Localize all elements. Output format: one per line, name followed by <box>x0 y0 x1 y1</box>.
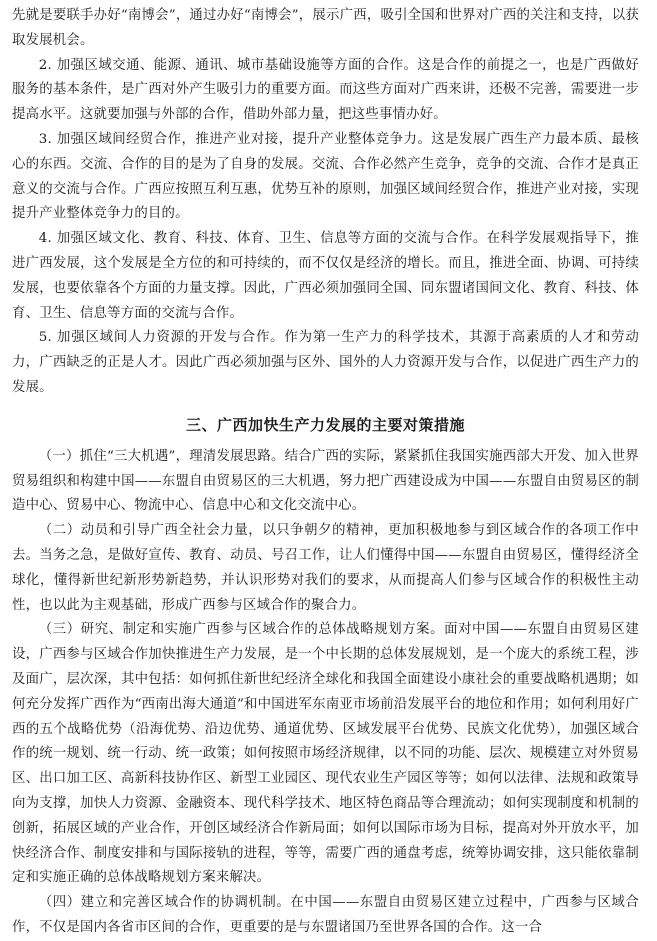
paragraph-item-5: 5. 加强区域间人力资源的开发与合作。作为第一生产力的科学技术，其源于高素质的人才和劳动力，广西缺乏的正是人才。因此广西必须加强与区外、国外的人力资源开发与合作，以促进广西生产力的发展。 <box>12 330 639 395</box>
paragraph-measure-1: （一）抓住“三大机遇”，理清发展思路。结合广西的实际，紧紧抓住我国实施西部大开发、加入世界贸易组织和构建中国——东盟自由贸易区的三大机遇，努力把广西建设成为中国——东盟自由贸易区的制造中心、贸易中心、物流中心、信息中心和文化交流中心。 <box>12 448 639 514</box>
paragraph-item-3: 3. 加强区域间经贸合作，推进产业对接，提升产业整体竞争力。这是发展广西生产力最本质、最核心的东西。交流、合作的目的是为了自身的发展。交流、合作必然产生竞争，竞争的交流、合作才是真正意义的交流与合作。广西应按照互利互惠，优势互补的原则，加强区域间经贸合作，推进产业对接，实现提升产业整体竞争力的目的。 <box>12 131 639 222</box>
paragraph-measure-4: （四）建立和完善区域合作的协调机制。在中国——东盟自由贸易区建立过程中，广西参与区域合作，不仅是国内各省市区间的合作，更重要的是与东盟诸国乃至世界各国的合作。这一合 <box>12 895 639 935</box>
paragraph-continuation: 先就是要联手办好“南博会”，通过办好“南博会”，展示广西，吸引全国和世界对广西的关注和支持，以获取发展机会。 <box>12 8 639 48</box>
section-heading: 三、广西加快生产力发展的主要对策措施 <box>185 415 465 434</box>
paragraph-item-2: 2. 加强区域交通、能源、通讯、城市基础设施等方面的合作。这是合作的前提之一，也是广西做好服务的基本条件，是广西对外产生吸引力的重要方面。而这些方面对广西来讲，还极不完善，需要进一步提高水平。这就要加强与外部的合作，借助外部力量，把这些事情办好。 <box>12 57 639 123</box>
paragraph-item-4: 4. 加强区域文化、教育、科技、体育、卫生、信息等方面的交流与合作。在科学发展观指导下，推进广西发展，这个发展是全方位的和可持续的，而不仅仅是经济的增长。而且，推进全面、协调、可持续发展，也要依靠各个方面的力量支撑。因此，广西必须加强同全国、同东盟诸国间文化、教育、科技、体育、卫生、信息等方面的交流与合作。 <box>12 231 639 321</box>
paragraph-measure-2: （二）动员和引导广西全社会力量，以只争朝夕的精神，更加积极地参与到区域合作的各项工作中去。当务之急，是做好宣传、教育、动员、号召工作，让人们懂得中国——东盟自由贸易区，懂得经济全球化，懂得新世纪新形势新趋势，并认识形势对我们的要求，从而提高人们参与区域合作的积极性主动性，也以此为主观基础，形成广西参与区域合作的聚合力。 <box>12 523 639 613</box>
paragraph-measure-3: （三）研究、制定和实施广西参与区域合作的总体战略规划方案。面对中国——东盟自由贸易区建设，广西参与区域合作加快推进生产力发展，是一个中长期的总体发展规划，是一个庞大的系统工程，涉及面广，层次深，其中包括：如何抓住新世纪经济全球化和我国全面建设小康社会的重要战略机遇期；如何充分发挥广西作为“西南出海大通道”和中国进军东南亚市场前沿发展平台的地位和作用；如何利用好广西的五个战略优势（沿海优势、沿边优势、通道优势、区域发展平台优势、民族文化优势），加强区域合作的统一规划、统一行动、统一政策；如何按照市场经济规律，以不同的功能、层次、规模建立对外贸易区、出口加工区、高新科技协作区、新型工业园区、现代农业生产园区等等；如何以法律、法规和政策导向为支撑，加快人力资源、金融资本、现代科学技术、地区特色商品等合理流动；如何实现制度和机制的创新，拓展区域的产业合作，开创区域经济合作新局面；如何以国际市场为目标，提高对外开放水平，加快经济合作、制度安排和与国际接轨的进程，等等，需要广西的通盘考虑，统筹协调安排，这只能依靠制定和实施正确的总体战略规划方案来解决。 <box>12 622 639 886</box>
